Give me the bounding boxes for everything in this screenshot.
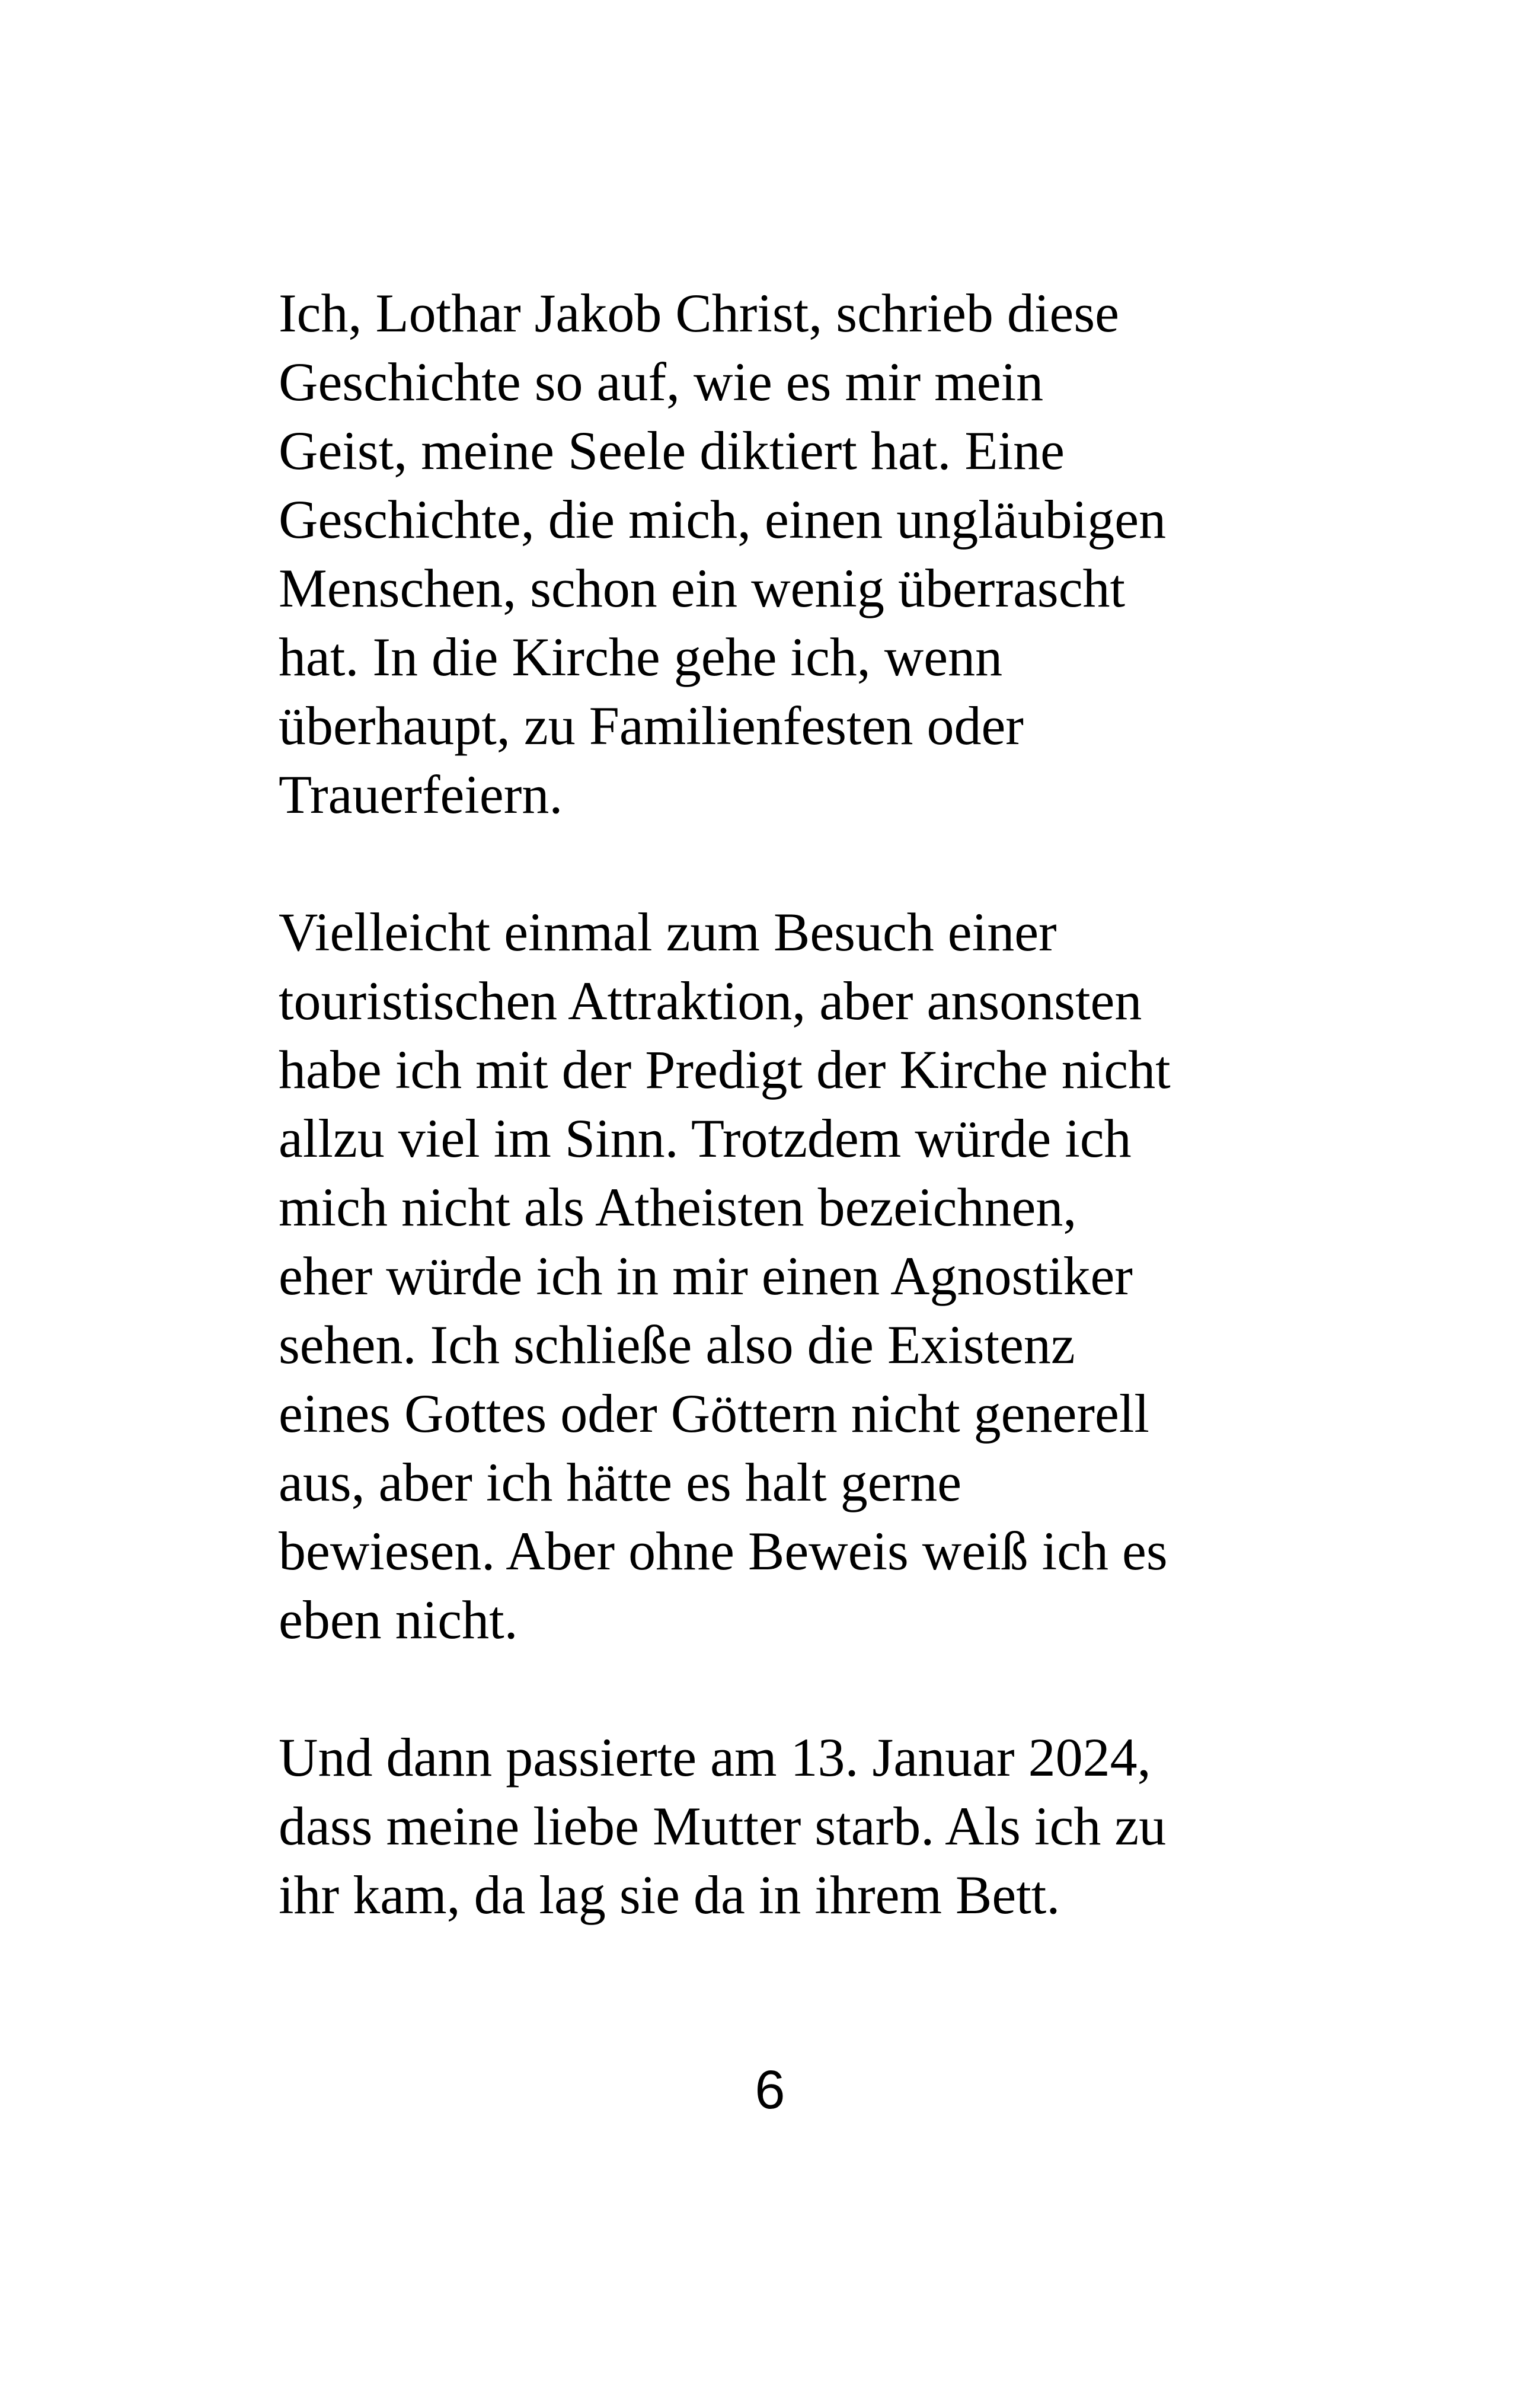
text-line: eher würde ich in mir einen Agnostiker	[279, 1246, 1133, 1306]
text-line: touristischen Attraktion, aber ansonsten	[279, 971, 1142, 1031]
text-line: mich nicht als Atheisten bezeichnen,	[279, 1177, 1077, 1237]
text-line: ihr kam, da lag sie da in ihrem Bett.	[279, 1865, 1060, 1925]
text-line: Trauerfeiern.	[279, 764, 563, 825]
text-line: Vielleicht einmal zum Besuch einer	[279, 902, 1057, 962]
text-line: aus, aber ich hätte es halt gerne	[279, 1452, 962, 1512]
text-line: Geschichte so auf, wie es mir mein	[279, 352, 1044, 412]
paragraph-2	[279, 898, 1298, 1654]
page-number: 6	[755, 2060, 785, 2120]
body-text	[279, 279, 1298, 1929]
text-line: eben nicht.	[279, 1590, 518, 1650]
text-line: bewiesen. Aber ohne Beweis weiß ich es	[279, 1521, 1168, 1581]
paragraph-1	[279, 279, 1298, 829]
text-line: dass meine liebe Mutter starb. Als ich zu	[279, 1796, 1167, 1856]
text-line: sehen. Ich schließe also die Existenz	[279, 1314, 1075, 1375]
text-line: allzu viel im Sinn. Trotzdem würde ich	[279, 1108, 1132, 1169]
paragraph-3	[279, 1723, 1298, 1929]
text-line: Geschichte, die mich, einen ungläubigen	[279, 489, 1167, 550]
text-line: Ich, Lothar Jakob Christ, schrieb diese	[279, 283, 1119, 343]
text-line: hat. In die Kirche gehe ich, wenn	[279, 627, 1003, 687]
text-line: Menschen, schon ein wenig überrascht	[279, 558, 1126, 618]
text-line: habe ich mit der Predigt der Kirche nicht	[279, 1039, 1171, 1100]
text-line: Und dann passierte am 13. Januar 2024,	[279, 1727, 1151, 1788]
text-line: überhaupt, zu Familienfesten oder	[279, 695, 1024, 756]
text-line: eines Gottes oder Göttern nicht generell	[279, 1383, 1149, 1444]
text-line: Geist, meine Seele diktiert hat. Eine	[279, 420, 1065, 481]
